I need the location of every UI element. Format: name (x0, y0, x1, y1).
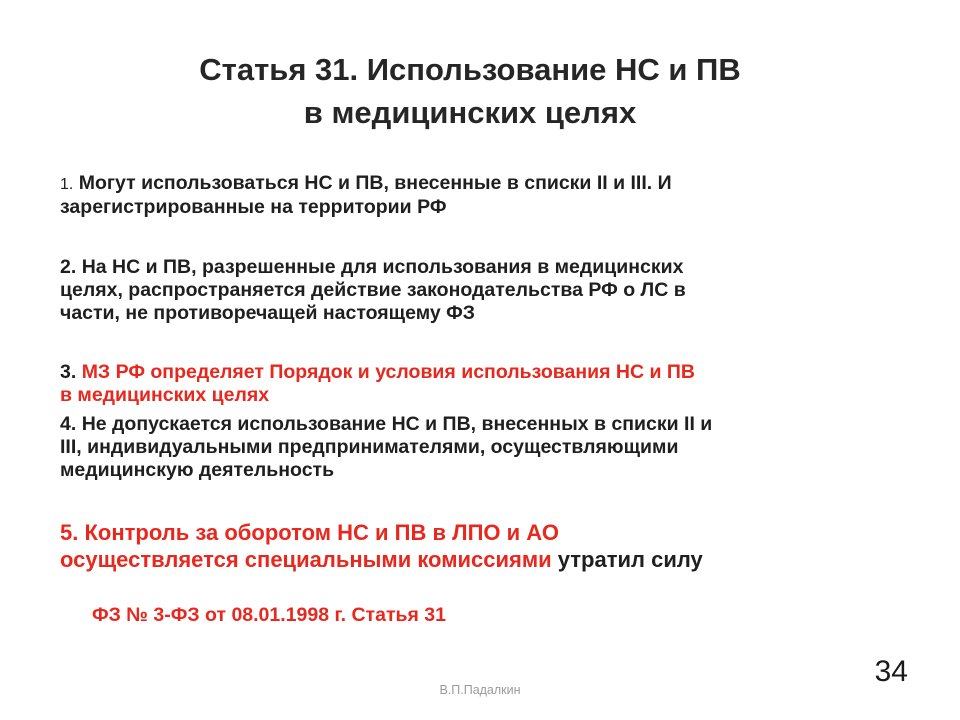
item-5-repealed-note: утратил силу (557, 547, 703, 572)
slide-title (60, 48, 880, 134)
item-2-line-2: целях, распространяется действие законодательства РФ о ЛС в (60, 279, 686, 301)
item-2-number: 2. (60, 256, 77, 278)
list-item-1 (60, 172, 900, 219)
item-1-line-2: зарегистрированные на территории РФ (60, 196, 447, 218)
list-item-5 (60, 519, 900, 573)
list-item-2 (60, 256, 900, 325)
item-3-line-2: в медицинских целях (60, 384, 270, 406)
item-4-number: 4. (60, 413, 77, 435)
slide-title-line-1: Статья 31. Использование НС и ПВ (199, 52, 741, 87)
item-3-line-1: МЗ РФ определяет Порядок и условия использования НС и ПВ (81, 361, 695, 383)
slide-title-line-2: в медицинских целях (303, 95, 637, 130)
list-item-3 (60, 361, 900, 407)
item-5-line-2-red: осуществляется специальными комиссиями (60, 547, 552, 572)
item-4-line-1: Не допускается использование НС и ПВ, внесенных в списки II и (81, 413, 713, 435)
item-4-line-2: III, индивидуальными предпринимателями, осуществляющими (60, 436, 679, 458)
law-reference: ФЗ № 3-ФЗ от 08.01.1998 г. Статья 31 (92, 604, 446, 626)
item-3-number: 3. (60, 361, 77, 383)
list-item-4 (60, 413, 900, 482)
page-number: 34 (874, 655, 908, 688)
item-2-line-1: На НС и ПВ, разрешенные для использования в медицинских (81, 256, 684, 278)
item-5-line-1: Контроль за оборотом НС и ПВ в ЛПО и АО (84, 520, 559, 545)
item-1-number: 1. (60, 176, 74, 193)
item-1-line-1: Могут использоваться НС и ПВ, внесенные в списки II и III. И (78, 172, 672, 194)
item-2-line-3: части, не противоречащей настоящему ФЗ (60, 302, 475, 324)
item-5-number: 5. (60, 520, 79, 545)
item-4-line-3: медицинскую деятельность (60, 459, 335, 481)
author-footer: В.П.Падалкин (439, 683, 521, 697)
